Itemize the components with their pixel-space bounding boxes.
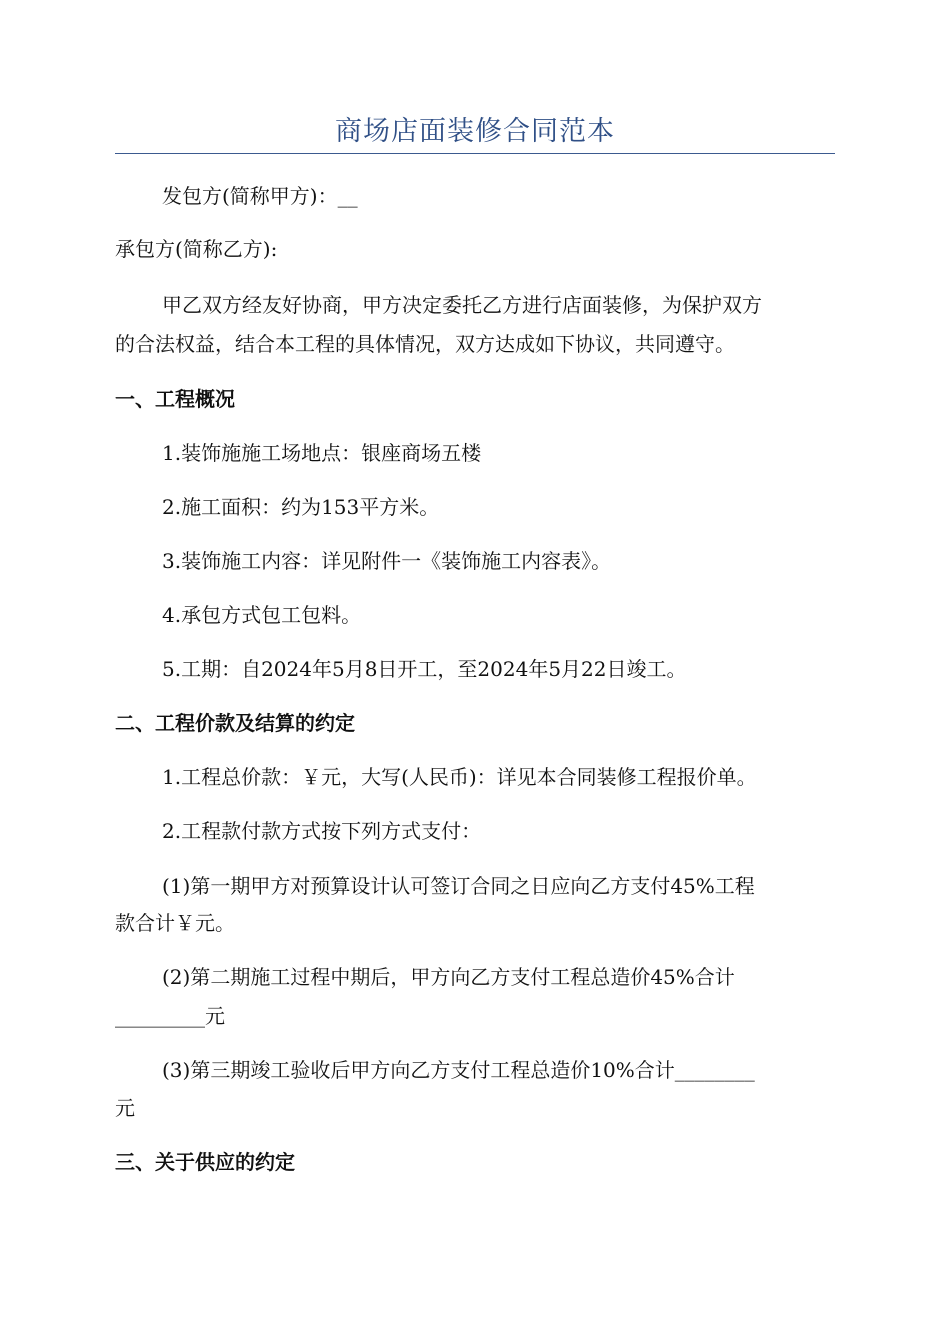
payment-3-line-2: 元 <box>115 1096 135 1120</box>
payment-1-line-1: (1)第一期甲方对预算设计认可签订合同之日应向乙方支付45%工程 <box>162 874 755 898</box>
document-title: 商场店面装修合同范本 <box>335 116 615 147</box>
section-1-item: 1.装饰施施工场地点：银座商场五楼 <box>162 441 482 465</box>
section-2-item: 1.工程总价款：￥元，大写(人民币)：详见本合同装修工程报价单。 <box>162 765 757 789</box>
section-1-item: 3.装饰施工内容：详见附件一《装饰施工内容表》。 <box>162 549 612 573</box>
payment-2-line-2: _________元 <box>115 1004 225 1028</box>
section-1-item: 2.施工面积：约为153平方米。 <box>162 495 440 519</box>
title-underline <box>115 153 835 154</box>
party-b-line: 承包方(简称乙方): <box>115 237 278 261</box>
section-1-item: 4.承包方式包工包料。 <box>162 603 362 627</box>
section-2-item: 2.工程款付款方式按下列方式支付： <box>162 819 482 843</box>
party-a-line: 发包方(简称甲方)：__ <box>162 184 358 208</box>
section-3-heading: 三、关于供应的约定 <box>115 1150 295 1174</box>
section-1-heading: 一、工程概况 <box>115 387 235 411</box>
intro-paragraph-line-1: 甲乙双方经友好协商，甲方决定委托乙方进行店面装修，为保护双方 <box>162 293 762 317</box>
section-1-item: 5.工期：自2024年5月8日开工，至2024年5月22日竣工。 <box>162 657 687 681</box>
payment-3-line-1: (3)第三期竣工验收后甲方向乙方支付工程总造价10%合计________ <box>162 1058 755 1082</box>
intro-paragraph-line-2: 的合法权益，结合本工程的具体情况，双方达成如下协议，共同遵守。 <box>115 332 735 356</box>
payment-1-line-2: 款合计￥元。 <box>115 911 235 935</box>
payment-2-line-1: (2)第二期施工过程中期后，甲方向乙方支付工程总造价45%合计 <box>162 965 735 989</box>
section-2-heading: 二、工程价款及结算的约定 <box>115 711 355 735</box>
